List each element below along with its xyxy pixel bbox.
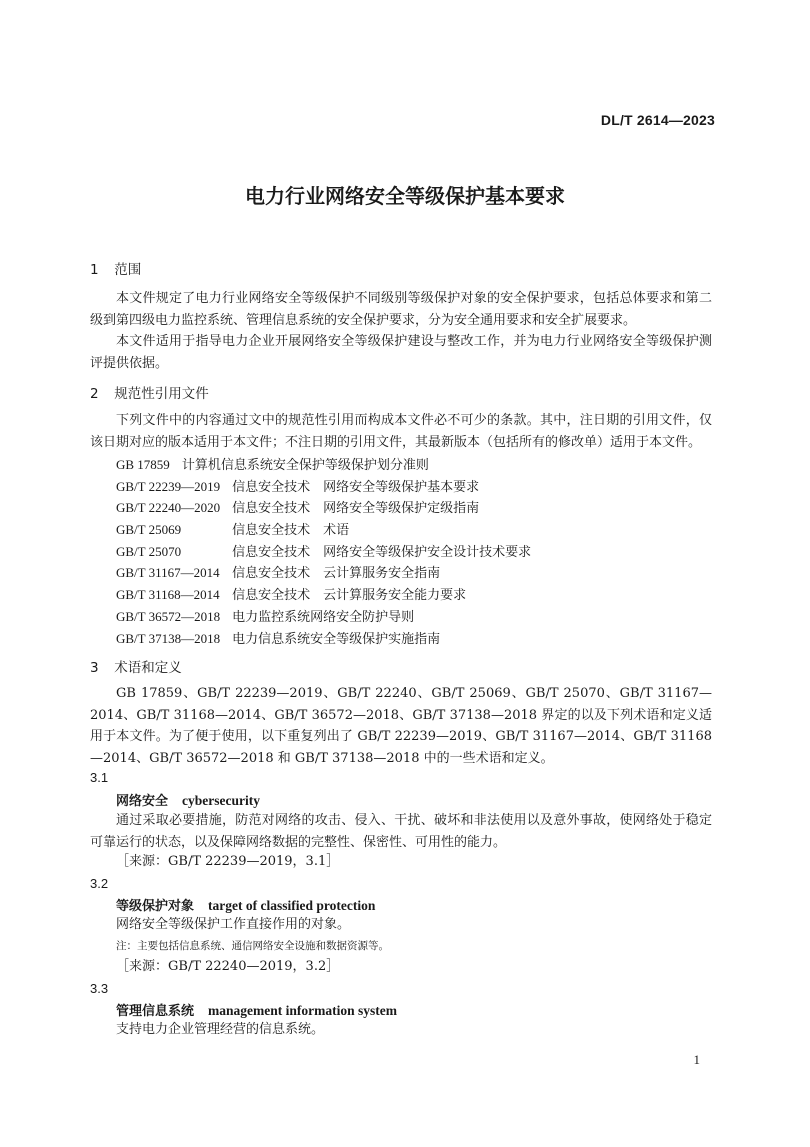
term-source: ［来源：GB/T 22240—2019，3.2］ (116, 959, 340, 974)
reference-code: GB/T 25069 (116, 522, 182, 538)
reference-item (116, 497, 531, 519)
reference-code: GB/T 25070 (116, 543, 182, 559)
reference-code: GB 17859 (116, 457, 170, 472)
reference-title: 信息安全技术 网络安全等级保护定级指南 (232, 501, 480, 517)
term-heading (116, 790, 260, 809)
term-definition: 支持电力企业管理经营的信息系统。 (116, 1022, 325, 1037)
section-title: 范围 (114, 262, 142, 278)
term-english: cybersecurity (182, 793, 260, 808)
section-1-paragraph-1: 本文件规定了电力行业网络安全等级保护不同级别等级保护对象的安全保护要求，包括总体要求和第二级到第四级电力监控系统、管理信息系统的安全保护要求，分为安全通用要求和安全扩展要求。 (90, 291, 712, 328)
document-title: 电力行业网络安全等级保护基本要求 (245, 184, 565, 208)
term-heading (116, 895, 375, 914)
section-number: 3 (90, 660, 99, 676)
reference-code: GB/T 37138—2018 (116, 630, 221, 646)
reference-item (116, 628, 531, 650)
page-number: 1 (693, 1052, 700, 1067)
term-definition: 网络安全等级保护工作直接作用的对象。 (116, 917, 351, 932)
section-2-heading (90, 382, 209, 402)
reference-title: 电力监控系统网络安全防护导则 (232, 609, 415, 625)
reference-item (116, 476, 531, 498)
reference-title: 电力信息系统安全等级保护实施指南 (232, 631, 441, 647)
section-title: 规范性引用文件 (114, 386, 209, 402)
term-definition: 通过采取必要措施，防范对网络的攻击、侵入、干扰、破坏和非法使用以及意外事故，使网络处于稳定可靠运行的状态，以及保障网络数据的完整性、保密性、可用性的能力。 (90, 813, 712, 850)
reference-code: GB/T 36572—2018 (116, 608, 221, 624)
term-note: 注：主要包括信息系统、通信网络安全设施和数据资源等。 (116, 940, 389, 952)
section-title: 术语和定义 (114, 660, 182, 676)
term-heading (116, 1000, 397, 1019)
term-english: target of classified protection (208, 898, 376, 913)
term-source: ［来源：GB/T 22239—2019，3.1］ (116, 854, 340, 869)
reference-item (116, 562, 531, 584)
reference-title: 信息安全技术 网络安全等级保护安全设计技术要求 (232, 544, 532, 560)
reference-code: GB/T 22239—2019 (116, 478, 221, 494)
section-1-heading (90, 258, 141, 278)
section-1-paragraph-2: 本文件适用于指导电力企业开展网络安全等级保护建设与整改工作，并为电力行业网络安全等级保护测评提供依据。 (90, 334, 712, 371)
reference-code: GB/T 31167—2014 (116, 565, 220, 581)
reference-item (116, 519, 531, 541)
term-chinese: 网络安全 (116, 794, 169, 809)
term-number: 3.3 (90, 981, 109, 996)
reference-item (116, 606, 531, 628)
term-chinese: 管理信息系统 (116, 1004, 195, 1019)
reference-title: 信息安全技术 网络安全等级保护基本要求 (232, 479, 480, 495)
section-2-paragraph-1: 下列文件中的内容通过文中的规范性引用而构成本文件必不可少的条款。其中，注日期的引用文件，仅该日期对应的版本适用于本文件；不注日期的引用文件，其最新版本（包括所有的修改单）适用于本文件。 (90, 413, 712, 450)
term-english: management information system (208, 1003, 397, 1018)
reference-title: 信息安全技术 云计算服务安全能力要求 (232, 588, 467, 604)
reference-item (116, 541, 531, 563)
standard-code: DL/T 2614—2023 (600, 112, 715, 128)
reference-list (116, 454, 531, 649)
section-3-paragraph-1: GB 17859、GB/T 22239—2019、GB/T 22240、GB/T 25069、GB/T 25070、GB/T 31167—2014、GB/T 31168—2014、GB/T 36572—2018、GB/T 37138—2018 界定的以及下列术语和定义适用于本文件。为了便于使用，以下重复列出了 GB/T 22239—2019、GB/T 31167—2014、GB/T 31168—2014、GB/T 36572—2018 和 GB/T 37138—2018 中的一些术语和定义。 (90, 686, 712, 766)
term-number: 3.2 (90, 876, 109, 891)
section-number: 1 (90, 262, 99, 278)
reference-item (116, 454, 531, 476)
term-number: 3.1 (90, 770, 109, 785)
term-chinese: 等级保护对象 (116, 899, 195, 914)
reference-code: GB/T 31168—2014 (116, 587, 220, 603)
reference-title: 信息安全技术 术语 (232, 523, 350, 539)
reference-code: GB/T 22240—2020 (116, 500, 221, 516)
section-number: 2 (90, 386, 99, 402)
reference-title: 信息安全技术 云计算服务安全指南 (232, 566, 441, 582)
reference-item (116, 584, 531, 606)
section-3-heading (90, 656, 182, 676)
reference-title: 计算机信息系统安全保护等级保护划分准则 (181, 458, 429, 473)
